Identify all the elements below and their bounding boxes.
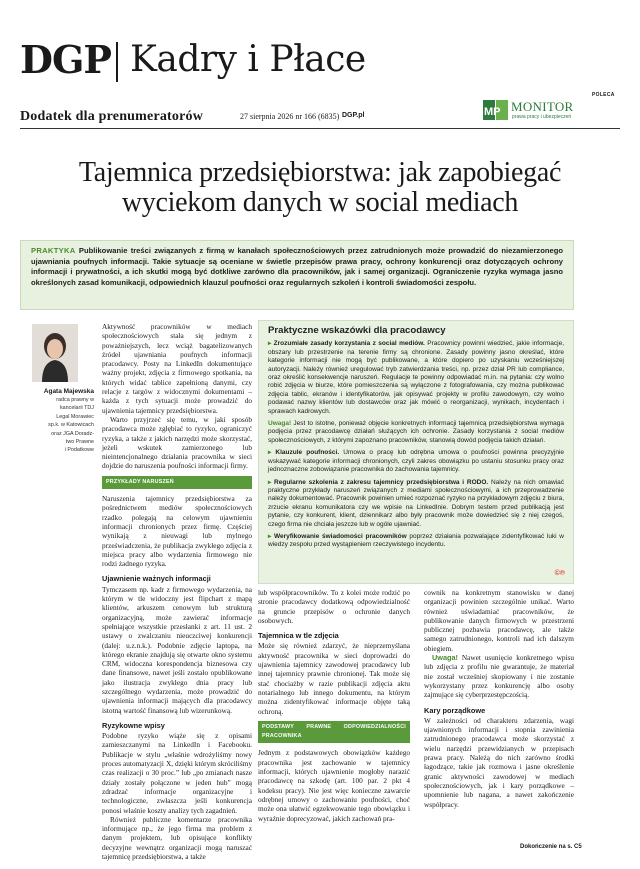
author-portrait-icon	[32, 324, 78, 382]
article-headline: Tajemnica przedsiębiorstwa: jak zapobiegać wyciekom danych w social mediach	[78, 157, 562, 218]
triangle-bullet-icon: ▸	[268, 532, 274, 540]
masthead-divider	[116, 42, 118, 82]
author-bio-line: Legal Morawiec	[56, 413, 94, 420]
paragraph: Jednym z podstawowych obowiązków każdego pracownika jest zachowanie w tajemnicy informacji, których ujawnienie mogłoby narazić pracodawcę na szkodę (art. 100 par. 2 pkt 4 kodeksu pracy). Nie jest więc konieczne zawarcie odrębnej umowy o zachowaniu poufności, choć może ona ułatwić egzekwowanie tego obowiązku i wyraźnie doprecyzować, jakich zachowań pra-	[258, 748, 410, 823]
author-photo	[32, 324, 78, 382]
tips-box	[258, 320, 574, 584]
monitor-mp-icon	[483, 98, 509, 122]
author-name: Agata Majewska	[43, 388, 94, 395]
tips-title: Praktyczne wskazówki dla pracodawcy	[268, 325, 446, 336]
triangle-bullet-icon: ▸	[268, 449, 276, 457]
publication-logo: DGP	[20, 37, 111, 82]
monitor-mark: MP	[484, 106, 501, 118]
article-column-1	[102, 322, 252, 861]
author-bio-line: i Podatkowe	[64, 447, 94, 454]
paragraph: lub współpracowników. To z kolei może rodzić po stronie pracodawcy dodatkową odpowiedzialność na gruncie przepisów o ochronie danych osobowych.	[258, 588, 410, 625]
warning-label: Uwaga!	[432, 653, 458, 663]
tip-item	[268, 479, 564, 529]
section-bar: PRZYKŁADY NARUSZEŃ	[102, 476, 252, 489]
author-bio-line: oraz JGA Doradz-	[51, 430, 94, 437]
subheading: Ujawnienie ważnych informacji	[102, 574, 211, 584]
paragraph: Również publiczne komentarze pracownika informujące np., że jego firma ma problem z danym projektem, lub opisujące konflikty decyzyjne wewnątrz organizacji mogą naruszać tajemnicę przedsiębiorstwa, a także	[102, 814, 252, 862]
paragraph: Aktywność pracowników w mediach społecznościowych stała się jednym z poważniejszych, lecz wciąż bagatelizowanych źródeł ujawniania poufnych informacji pracodawcy. Posty na LinkedIn dokumentujące ważny projekt, zdjęcia z firmowego spotkania, na których widać tablice zapełnioną danymi, czy relacje z targów z widocznymi dokumentami – każda z tych sytuacji może prowadzić do ujawnienia tajemnicy przedsiębiorstwa.	[102, 322, 252, 415]
paragraph: Podobne ryzyko wiąże się z opisami zamieszczanymi na LinkedIn i Facebooku. Publikacje w stylu „właśnie wdrożyliśmy nowy proces automatyzacji X, dzięki którym skróciliśmy czas realizacji o 30 proc.” lub „po zmianach nasze działy zostały połączone w jeden hub” mogą zdradzać informacje organizacyjne i technologiczne, zwłaszcza jeśli konkurencja ponosi właśnie koszty analizy tych zagadnień.	[102, 731, 252, 815]
tip-item	[268, 340, 564, 416]
section-bar: PODSTAWY PRAWNE ODPOWIEDZIALNOŚCI PRACOWNIKA	[258, 721, 410, 744]
tip-heading: Klauzule poufności.	[275, 449, 340, 457]
paragraph: cownik na konkretnym stanowisku w danej organizacji powinien szczególnie unikać. Warto również uświadamiać pracowników, że publikowanie danych firmowych w przestrzeni publicznej pozbawia pracodawcę, ale także samego zatrudnionego, kontroli nad ich dalszym obiegiem.	[424, 588, 574, 653]
tip-warning	[268, 420, 564, 445]
issue-info: 27 sierpnia 2026 nr 166 (6835)	[240, 112, 340, 121]
tip-text: Umowa o pracę lub odrębna umowa o poufności powinna precyzyjnie wskazywać kategorie informacji chronionych, czyli zakres obowiązku po ustaniu stosunku pracy oraz jednoznaczne zobowiązanie pracownika do zachowania tajemnicy.	[268, 449, 564, 474]
recommends-label: POLECA	[592, 92, 615, 98]
monitor-logo	[483, 98, 623, 124]
paragraph: W zależności od charakteru zdarzenia, wagi ujawnionych informacji i stopnia zawinienia zatrudnionego pracodawca może skorzystać z wielu narzędzi przewidzianych w przepisach prawa pracy. Należą do nich zarówno środki łagodzące, takie jak rozmowa i jasne określenie granic aktywności zawodowej w mediach społecznościowych, jak i kary porządkowe – upomnienie lub nagana, a nawet zakończenie współpracy.	[424, 715, 574, 809]
lead-label: PRAKTYKA	[31, 246, 76, 255]
lead-box	[20, 240, 574, 310]
masthead-rule	[20, 128, 620, 129]
triangle-bullet-icon: ▸	[268, 340, 274, 348]
monitor-subtitle: prawa pracy i ubezpieczeń	[512, 114, 572, 120]
monitor-name: MONITOR	[511, 99, 574, 114]
tip-text: Pracownicy powinni wiedzieć, jakie informacje, obszary lub przestrzenie na terenie firmy są chronione. Zasady powinny jasno określać, które kategorie informacji nie mogą być publikowane, a które dopiero po uzyskaniu wcześniejszej autoryzacji. Należy również uregulować tryb zatwierdzania treści, np. przez dział PR lub compliance, oraz określić konsekwencje naruszeń. Regulacje te powinny odpowiadać m.in. na pytania: czy wolno robić zdjęcia w biurze, które pomieszczenia są wyłączone z fotografowania, czy można publikować zdjęcia tablic, ekranów i identyfikatorów, jak opisywać projekty w profilu zawodowym, czy wolno podawać nazwy klientów lub dostawców oraz jak mówić o reorganizacji, wynikach, incydentach i sprawach kadrowych.	[268, 340, 565, 415]
tip-text: Jest to istotne, ponieważ objęcie konkretnych informacji tajemnicą przedsiębiorstwa wymaga podjęcia przez pracodawcę działań służących ich ochronie. Zasady korzystania z social mediów społecznościowych, z którymi zapoznano pracowników, stanowią dowód podjęcia takich działań.	[268, 420, 565, 444]
author-bio-line: sp.k. w Katowicach	[48, 422, 94, 429]
triangle-bullet-icon: ▸	[268, 478, 275, 486]
tip-text: poprzez działania pozwalające zidentyfikować luki w wiedzy zespołu przed wystąpieniem rzeczywistego incydentu.	[268, 532, 564, 549]
subheading: Ryzykowne wpisy	[102, 720, 165, 730]
section-title: Kadry i Płace	[130, 39, 366, 80]
subheading: Tajemnica w tle zdjęcia	[258, 631, 339, 641]
tip-heading: Zrozumiałe zasady korzystania z social mediów.	[273, 340, 425, 348]
author-bio-line: two Prawne	[65, 439, 94, 446]
lead-text: Publikowanie treści związanych z firmą w kanałach społecznościowych przez zatrudnionych może prowadzić do niezamierzonego ujawniania poufnych informacji. Takie sytuacje są oceniane w świetle przepisów prawa pracy, ochrony konkurencji oraz dotyczących ochrony informacji i prywatności, a ich skutki mogą być dotkliwe zarówno dla pracowników, jak i samej organizacji. Ograniczenie ryzyka wymaga jasno określonych zasad komunikacji, odpowiednich klauzul poufności oraz regularnych szkoleń i kontroli świadomości zespołu.	[31, 246, 563, 287]
site-link[interactable]: DGP.pl	[342, 112, 365, 119]
author-bio-line: radca prawny w	[56, 397, 94, 403]
tip-text: Należy na nich omawiać praktyczne przykłady naruszeń związanych z mediami społecznościowymi, a ich przeprowadzenie należy dokumentować. Pracownik powinien umieć rozpoznać ryzyko na przykładowym zdjęciu z biura, zrzucie ekranu komunikatora czy we wpisie na LinkedInie. Dobrym testem przed publikacją jest pytanie, czy konkurent, klient, dziennikarz albo były pracownik może dowiedzieć się z niej czegoś, czego firma nie chciała jeszcze lub w ogóle ujawniać.	[268, 478, 564, 528]
tip-heading: Weryfikowanie świadomości pracowników	[273, 532, 407, 540]
tip-item	[268, 449, 564, 474]
paragraph: Warto przyjrzeć się temu, w jaki sposób pracodawca może zgłębiać to ryzyko, ograniczyć ryzyka, a także z jakich narzędzi może skorzystać, jeżeli wskutek zamierzonego lub nieintencjonalnego działania pracownika w sieci dojdzie do naruszenia poufności informacji firmy.	[102, 414, 252, 471]
warning-text: Nawet usunięcie konkretnego wpisu lub zdjęcia z profilu nie gwarantuje, że materiał nie został wcześniej skopiowany i nie zostanie wykorzystany przez konkurencję albo osoby zajmujące się cyberprzestępczością.	[424, 653, 574, 700]
article-column-2	[258, 588, 410, 823]
supplement-label: Dodatek dla prenumeratorów	[20, 109, 204, 124]
tip-heading: Regularne szkolenia z zakresu tajemnicy przedsiębiorstwa i RODO.	[274, 478, 489, 486]
warning-paragraph	[424, 653, 574, 699]
tip-item	[268, 533, 564, 550]
paragraph: Może się również zdarzyć, że nieprzemyślana aktywność pracownika w sieci doprowadzi do ujawnienia tajemnicy zawodowej pracodawcy lub innej tajemnicy prawnie chronionej. Tak może się stać chociażby w razie publikacji zdjęcia aktu notarialnego lub innego dokumentu, na którym można zidentyfikować informacje objęte taką ochroną.	[258, 641, 410, 716]
paragraph: Naruszenia tajemnicy przedsiębiorstwa za pośrednictwem mediów społecznościowych rzadko polegają na celowym ujawnieniu informacji chronionych przez firmę. Częściej wynikają z nieuwagi lub mylnego przeświadczenia, że publikacja zwykłego zdjęcia z miejsca pracy albo wydarzenia firmowego nie rodzi żadnego ryzyka.	[102, 494, 252, 569]
article-column-3	[424, 588, 574, 809]
continued-note: Dokończenie na s. C5	[520, 844, 582, 850]
warning-label: Uwaga!	[268, 420, 292, 428]
paragraph: Tymczasem np. kadr z firmowego wydarzenia, na którym w tle widoczny jest flipchart z mapą klientów, arkuszem cenowym lub strukturą organizacyjną, może zawierać informacje spełniające wszystkie przesłanki z art. 11 ust. 2 ustawy o zwalczaniu nieuczciwej konkurencji (dalej: u.z.n.k.). Podobnie zdjęcie laptopa, na którego ekranie znajdują się otwarte okno systemu CRM, widoczna korespondencja biznesowa czy dane finansowe, nawet jeśli zostało opublikowane jako ilustracja zwykłego dnia pracy lub szczególnego wydarzenia, może prowadzić do ujawnienia informacji mających dla pracodawcy istotną wartość finansową lub wizerunkową.	[102, 584, 252, 715]
author-bio-line: kancelarii TDJ	[59, 405, 94, 412]
subheading: Kary porządkowe	[424, 705, 486, 715]
copyright-logo-icon: ©℗	[554, 569, 565, 577]
author-bio	[20, 396, 94, 455]
